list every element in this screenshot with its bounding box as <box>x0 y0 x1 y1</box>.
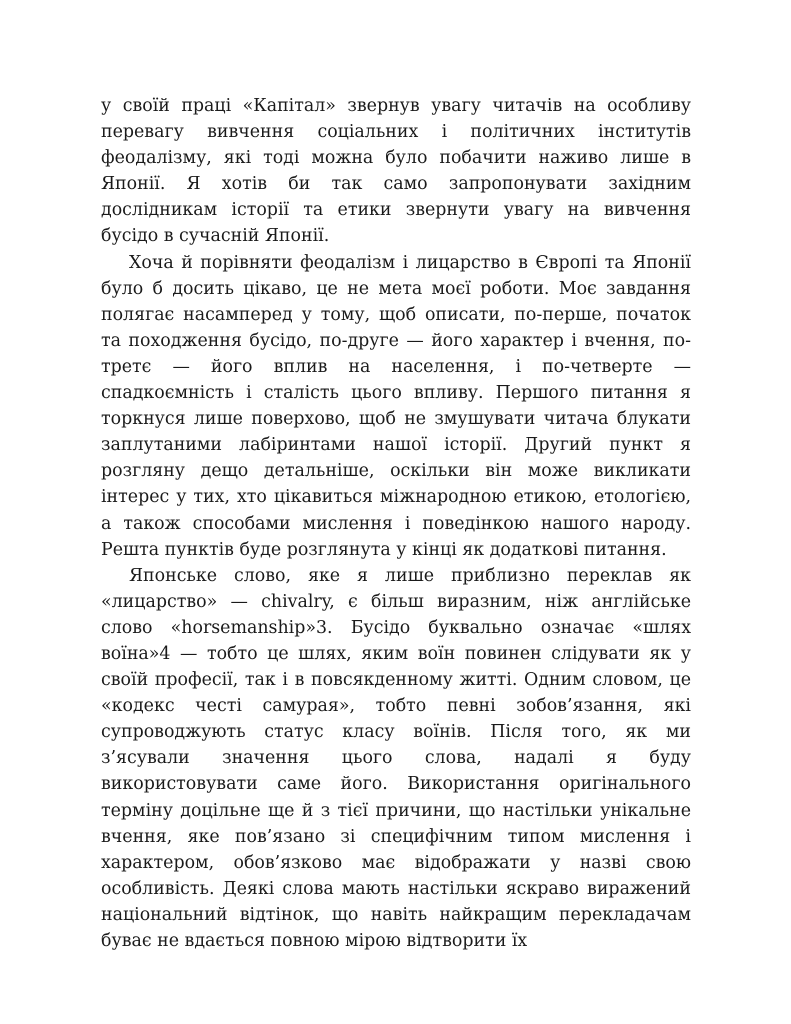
page-text <box>101 93 691 954</box>
paragraph-3: Японське слово, яке я лише приблизно переклав як «лицарство» — chivalry, є більш виразним, ніж англійське слово «horsemanship»3. Бусідо буквально означає «шлях воїна»4 — тобто це шлях, яким воїн повинен слідувати як у своїй професії, так і в повсякденному житті. Одним словом, це «кодекс честі самурая», тобто певні зобов’язання, які супроводжують статус класу воїнів. Після того, як ми з’ясували значення цього слова, надалі я буду використовувати саме його. Використання оригінального терміну доцільне ще й з тієї причини, що настільки унікальне вчення, яке пов’язано зі специфічним типом мислення і характером, обов’язково має відображати у назві свою особливість. Деякі слова мають настільки яскраво виражений національний відтінок, що навіть найкращим перекладачам буває не вдається повною мірою відтворити їх <box>101 565 691 951</box>
paragraph-1: у своїй праці «Капітал» звернув увагу читачів на особливу перевагу вивчення соціальних і політичних інститутів феодалізму, які тоді можна було побачити наживо лише в Японії. Я хотів би так само запропонувати західним дослідникам історії та етики звернути увагу на вивчення бусідо в сучасній Японії. <box>101 96 691 247</box>
paragraph-2: Хоча й порівняти феодалізм і лицарство в Європі та Японії було б досить цікаво, це не мета моєї роботи. Моє завдання полягає насамперед у тому, щоб описати, по-перше, початок та походження бусідо, по-друге — його характер і вчення, по-третє — його вплив на населення, і по-четверте — спадкоємність і сталість цього впливу. Першого питання я торкнуся лише поверхово, щоб не змушувати читача блукати заплутаними лабіринтами нашої історії. Другий пункт я розгляну дещо детальніше, оскільки він може викликати інтерес у тих, хто цікавиться міжнародною етикою, етологією, а також способами мислення і поведінкою нашого народу. Решта пунктів буде розглянута у кінці як додаткові питання. <box>101 252 691 560</box>
